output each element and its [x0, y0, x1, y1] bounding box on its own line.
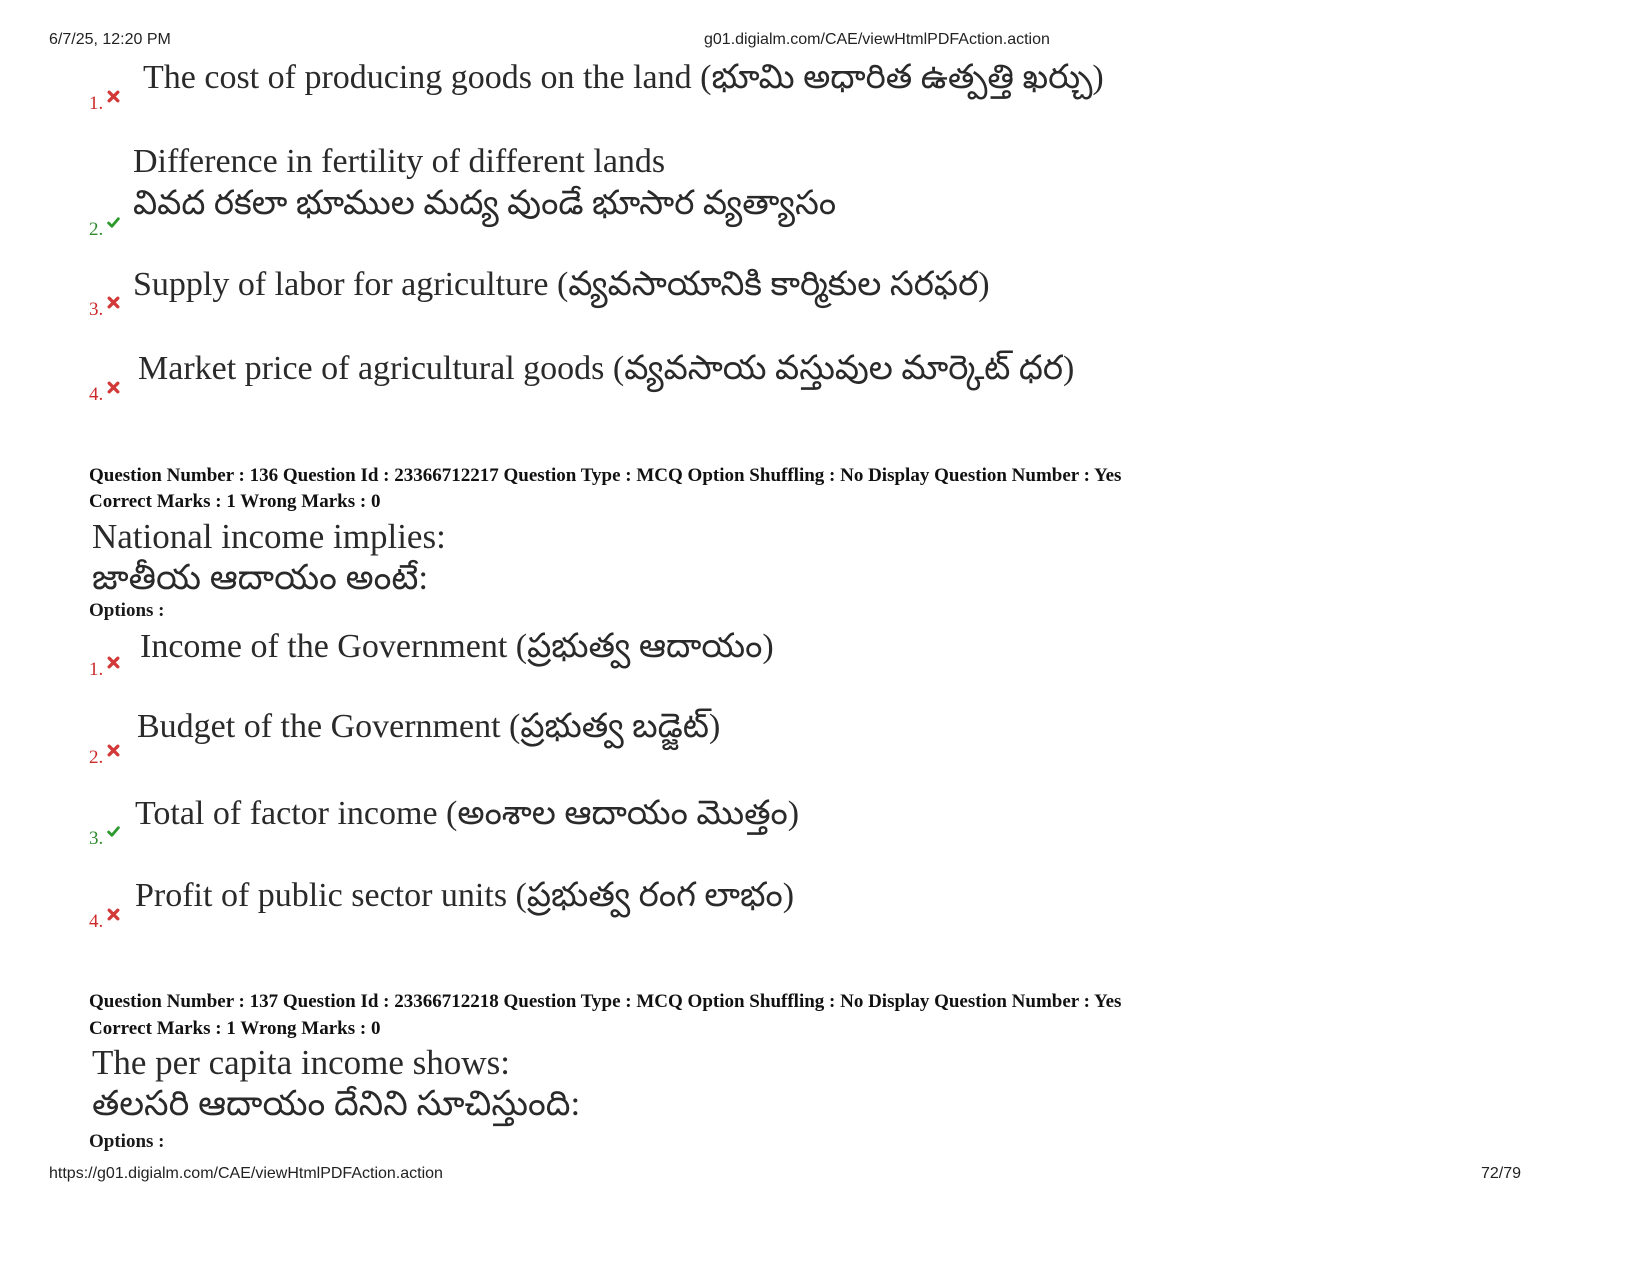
question-marks: Correct Marks : 1 Wrong Marks : 0 [89, 491, 381, 512]
question-marks: Correct Marks : 1 Wrong Marks : 0 [89, 1018, 381, 1039]
option-text: Market price of agricultural goods (వ్యవసాయ వస్తువుల మార్కెట్ ధర) [138, 350, 1075, 387]
question-text-en: National income implies: [92, 517, 446, 556]
print-footer-url: https://g01.digialm.com/CAE/viewHtmlPDFAction.action [49, 1165, 443, 1182]
option-text: Supply of labor for agriculture (వ్యవసాయానికి కార్మికుల సరఫర) [133, 266, 990, 303]
option-number: 2. [89, 744, 120, 769]
question-meta: Question Number : 137 Question Id : 23366712218 Question Type : MCQ Option Shuffling : No Display Question Number : Yes [89, 991, 1122, 1012]
option-number: 1. [89, 656, 120, 681]
question-text-en: The per capita income shows: [92, 1043, 510, 1082]
option-number: 4. [89, 381, 120, 406]
option-number: 1. [89, 90, 120, 115]
option-number: 3. [89, 296, 120, 321]
question-text-te: తలసరి ఆదాయం దేనిని సూచిస్తుంది: [92, 1084, 581, 1123]
options-label: Options : [89, 1131, 165, 1152]
option-text-en: Difference in fertility of different lands [133, 143, 666, 180]
question-text-te: జాతీయ ఆదాయం అంటే: [92, 558, 429, 597]
wrong-cross-icon [107, 908, 120, 921]
option-text: The cost of producing goods on the land (భూమి అధారిత ఉత్పత్తి ఖర్చు) [143, 59, 1104, 96]
options-label: Options : [89, 600, 165, 621]
wrong-cross-icon [107, 744, 120, 757]
option-number: 2. [89, 216, 120, 241]
wrong-cross-icon [107, 90, 120, 103]
question-meta: Question Number : 136 Question Id : 23366712217 Question Type : MCQ Option Shuffling : No Display Question Number : Yes [89, 465, 1122, 486]
print-page-number: 72/79 [1481, 1165, 1522, 1182]
option-number: 3. [89, 825, 120, 850]
option-text: Total of factor income (అంశాల ఆదాయం మొత్తం) [135, 795, 800, 832]
wrong-cross-icon [107, 296, 120, 309]
wrong-cross-icon [107, 656, 120, 669]
option-number: 4. [89, 908, 120, 933]
correct-check-icon [107, 216, 120, 229]
option-text: Income of the Government (ప్రభుత్వ ఆదాయం) [140, 628, 774, 665]
option-text-te: వివద రకలా భూముల మద్య వుండే భూసార వ్యత్యాసం [133, 185, 837, 222]
print-page-title: g01.digialm.com/CAE/viewHtmlPDFAction.action [704, 31, 1050, 48]
print-datetime: 6/7/25, 12:20 PM [49, 31, 171, 48]
option-text: Profit of public sector units (ప్రభుత్వ రంగ లాభం) [135, 877, 795, 914]
option-text: Budget of the Government (ప్రభుత్వ బడ్జెట్) [137, 708, 721, 745]
correct-check-icon [107, 825, 120, 838]
wrong-cross-icon [107, 381, 120, 394]
